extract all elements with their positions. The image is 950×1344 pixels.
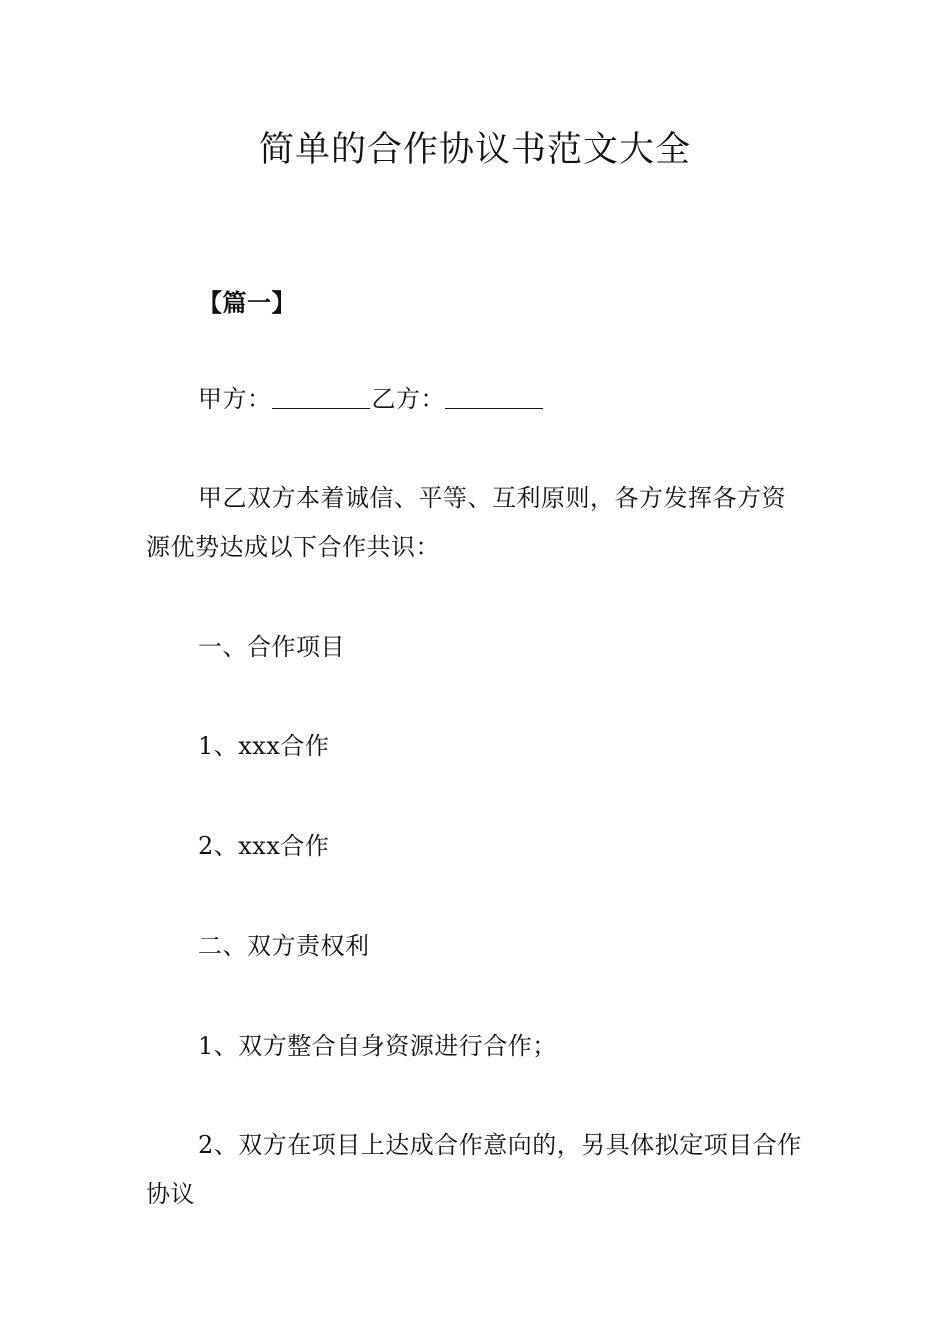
- intro-paragraph: 甲乙双方本着诚信、平等、互利原则，各方发挥各方资源优势达成以下合作共识：: [146, 484, 786, 561]
- document-title: 简单的合作协议书范文大全: [258, 130, 691, 170]
- party-a-blank: [272, 386, 370, 409]
- party-a-label: 甲方：: [198, 385, 272, 413]
- party-b-label: 乙方：: [371, 385, 445, 413]
- item-2-2: 2、双方在项目上达成合作意向的，另具体拟定项目合作协议: [146, 1131, 802, 1208]
- section-2-heading: 二、双方责权利: [198, 932, 370, 960]
- section-label: 【篇一】: [198, 288, 296, 317]
- item-2-1: 1、双方整合自身资源进行合作；: [198, 1032, 557, 1060]
- item-1-1: 1、xxx合作: [198, 732, 330, 760]
- item-1-2: 2、xxx合作: [198, 832, 330, 860]
- party-line: [146, 375, 810, 424]
- section-1-heading: 一、合作项目: [198, 633, 345, 661]
- party-b-blank: [445, 386, 543, 409]
